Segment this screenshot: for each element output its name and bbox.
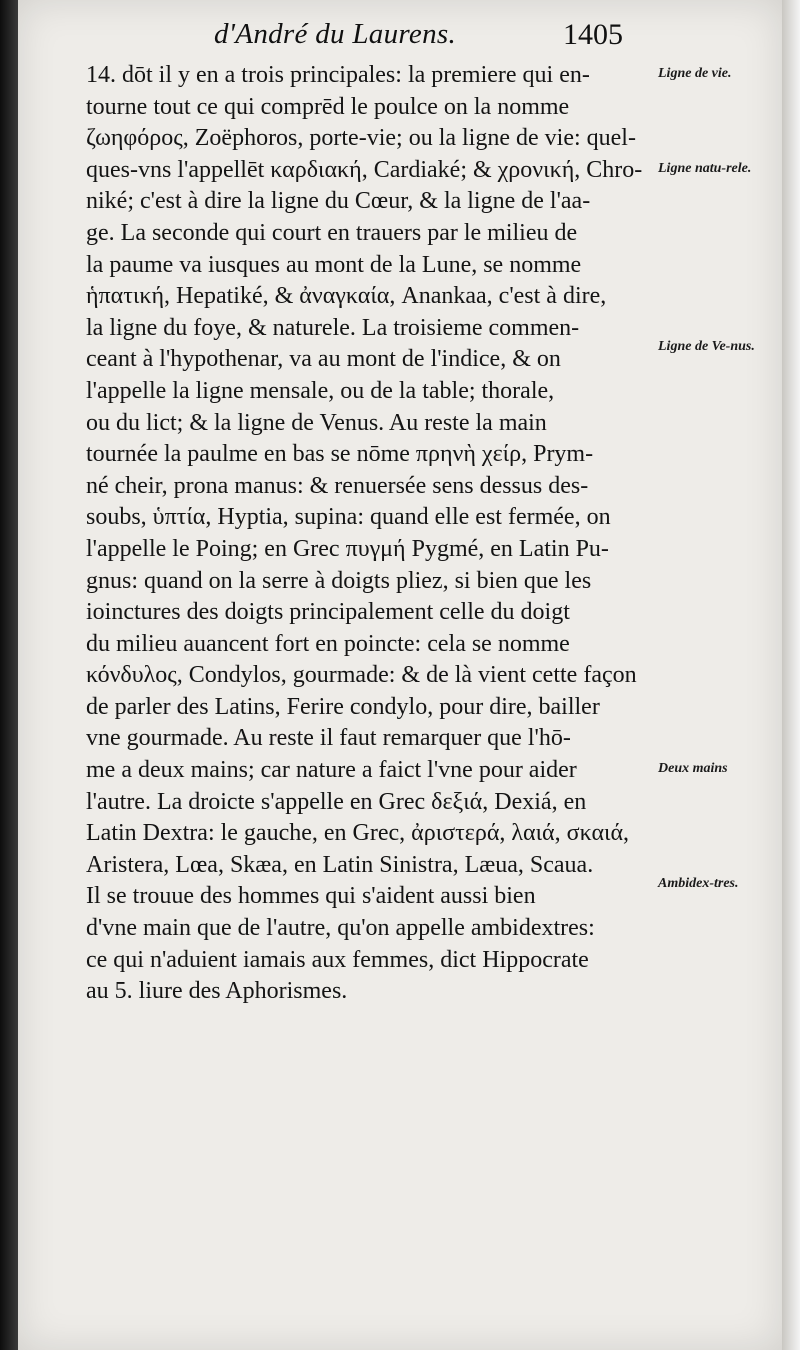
text-line: niké; c'est à dire la ligne du Cœur, & la ligne de l'aa-: [86, 188, 591, 215]
text-line: vne gourmade. Au reste il faut remarquer que l'hō-: [86, 725, 571, 752]
text-line: ques-vns l'appellēt καρδιακή, Cardiaké; & χρονική, Chro-: [86, 156, 643, 183]
page-header: [18, 0, 782, 50]
text-line: 14. dōt il y en a trois principales: la premiere qui en-: [86, 62, 590, 88]
text-line: me a deux mains; car nature a faict l'vne pour aider: [86, 757, 577, 784]
text-line: ζωηφόρος, Zoëphoros, porte-vie; ou la ligne de vie: quel-: [86, 125, 636, 152]
text-line: l'autre. La droicte s'appelle en Grec δεξιά, Dexiá, en: [86, 788, 587, 815]
text-line: de parler des Latins, Ferire condylo, pour dire, bailler: [86, 693, 600, 720]
margin-note-ligne-naturele: Ligne natu-rele.: [658, 161, 752, 176]
text-line: gnus: quand on la serre à doigts pliez, si bien que les: [86, 567, 592, 594]
text-line: ioinctures des doigts principalement celle du doigt: [86, 599, 570, 626]
text-line: tourne tout ce qui comprēd le poulce on la nomme: [86, 93, 570, 120]
text-line: la paume va iusques au mont de la Lune, se nomme: [86, 251, 582, 278]
text-line: ceant à l'hypothenar, va au mont de l'indice, & on: [86, 346, 561, 373]
text-line: ge. La seconde qui court en trauers par le milieu de: [86, 219, 578, 246]
text-line: ἡπατική, Hepatiké, & ἀναγκαία, Anankaa, c'est à dire,: [86, 283, 607, 310]
text-line: soubs, ὑπτία, Hyptia, supina: quand elle est fermée, on: [86, 504, 611, 531]
text-line: d'vne main que de l'autre, qu'on appelle ambidextres:: [86, 915, 595, 942]
text-line: du milieu auancent fort en poincte: cela se nomme: [86, 630, 570, 657]
text-line: ce qui n'aduient iamais aux femmes, dict Hippocrate: [86, 946, 589, 973]
text-line: ou du lict; & la ligne de Venus. Au reste la main: [86, 409, 547, 436]
margin-note-ligne-de-venus: Ligne de Ve-nus.: [658, 339, 755, 354]
book-binding-shadow: [0, 0, 18, 1350]
text-line: né cheir, prona manus: & renuersée sens dessus des-: [86, 472, 589, 499]
text-line: l'appelle le Poing; en Grec πυγμή Pygmé, en Latin Pu-: [86, 535, 609, 562]
body-text: [86, 60, 666, 1008]
margin-note-ambidextres: Ambidex-tres.: [658, 876, 739, 891]
text-line: Il se trouue des hommes qui s'aident aussi bien: [86, 883, 536, 910]
book-page: [18, 0, 782, 1350]
text-line: κόνδυλος, Condylos, gourmade: & de là vient cette façon: [86, 662, 637, 689]
text-line: l'appelle la ligne mensale, ou de la table; thorale,: [86, 377, 555, 404]
margin-note-deux-mains: Deux mains: [658, 761, 728, 776]
text-line: la ligne du foye, & naturele. La troisieme commen-: [86, 314, 580, 341]
running-title: d'André du Laurens.: [214, 18, 457, 50]
text-line: Aristera, Lœa, Skæa, en Latin Sinistra, Læua, Scaua.: [86, 851, 594, 878]
margin-note-ligne-de-vie: Ligne de vie.: [658, 66, 732, 81]
text-line: Latin Dextra: le gauche, en Grec, ἀριστερά, λαιά, σκαιά,: [86, 820, 630, 847]
page-number: 1405: [563, 18, 623, 51]
page-edge: [782, 0, 800, 1350]
text-line: au 5. liure des Aphorismes.: [86, 978, 348, 1005]
text-line: tournée la paulme en bas se nōme πρηνὴ χείρ, Prym-: [86, 441, 594, 468]
